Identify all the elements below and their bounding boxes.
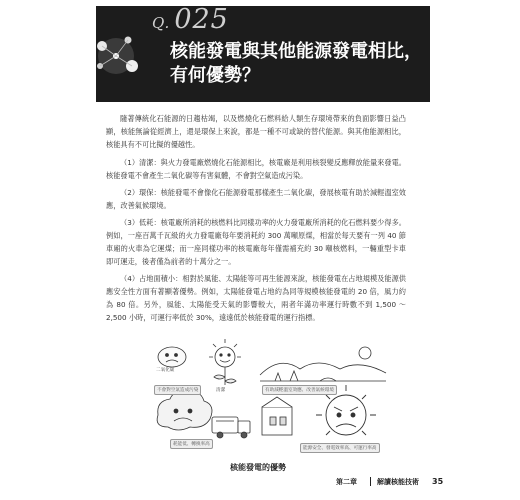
power-plant-icon	[262, 397, 292, 435]
footer-separator	[370, 477, 371, 486]
advantages-illustration	[150, 335, 390, 463]
paragraph-low-consumption: （3）低耗：核電廠所消耗的核燃料比同樣功率的火力發電廠所消耗的化石燃料要少得多。例如，一座百萬千瓦級的火力發電廠每年要消耗約 300 萬噸原煤，相當於每天要有一列 40 節車廂的火車為它運煤；而一座同樣功率的核電廠每年僅需補充約 30 噸核燃料，一輛重型卡車即可運走，後者僅為前者的十萬分之一。	[106, 218, 406, 266]
paragraph-small-footprint: （4）占地面積小：相對於風能、太陽能等可再生能源來說，核能發電在占地規模及能源供應安全性方面有著顯著優勢。例如，太陽能發電占地約為同等規模核能發電的 20 倍，風力約為 80 倍。另外，風能、太陽能受天氣的影響較大，兩者年滿功率運行時數不到 1,500 ～ 2,500 小時，可運行率低於 30%，遠遠低於核能發電的運行指標。	[106, 274, 406, 322]
footer-section: 解讀核能技術	[377, 478, 419, 486]
label-energy-security: 能源安全、發電效率高、可運行率高	[300, 443, 380, 453]
question-number	[152, 4, 229, 35]
page-number: 35	[432, 477, 444, 486]
label-low-consumption: 耗能低、轉換率高	[170, 439, 213, 449]
smoke-cloud-icon	[157, 392, 212, 430]
bubble-co2: 二氧化碳	[156, 368, 175, 373]
title-line-2: 有何優勢？	[170, 65, 260, 86]
paragraph-clean: （1）清潔：與火力發電廠燃燒化石能源相比，核電廠是利用核裂變反應釋放能量來發電。核能發電不會產生二氧化碳等有害氣體，不會對空氣造成污染。	[106, 158, 406, 180]
label-greenhouse: 有助減輕溫室效應、改善氣候環境	[262, 385, 337, 395]
banner-corner	[430, 6, 440, 102]
figure-caption: 核能發電的優勢	[230, 463, 286, 472]
paragraph-intro: 隨著傳統化石能源的日趨枯竭，以及燃燒化石燃料給人類生存環境帶來的負面影響日益凸顯，核能無論從經濟上，還是環保上來說，都是一種不可或缺的替代能源。與其他能源相比，核能具有不可比擬的優越性。	[106, 114, 406, 149]
page-title	[170, 40, 430, 88]
paragraph-environment: （2）環保：核能發電不會像化石能源發電那樣產生二氧化碳，發展核電有助於減輕溫室效應，改善氣候環境。	[106, 188, 406, 210]
sun-character-icon	[209, 339, 241, 385]
question-prefix: Q.	[152, 14, 171, 32]
footer-chapter: 第二章	[336, 478, 357, 486]
landscape-icon	[260, 347, 386, 381]
label-no-pollution: 不會對空氣造成污染	[154, 385, 201, 395]
truck-icon	[212, 417, 250, 438]
bubble-clean: 清潔	[216, 388, 226, 393]
cloud-creature-icon	[158, 347, 186, 367]
question-number-value: 025	[174, 4, 229, 35]
title-line-1: 核能發電與其他能源發電相比，	[170, 41, 422, 62]
